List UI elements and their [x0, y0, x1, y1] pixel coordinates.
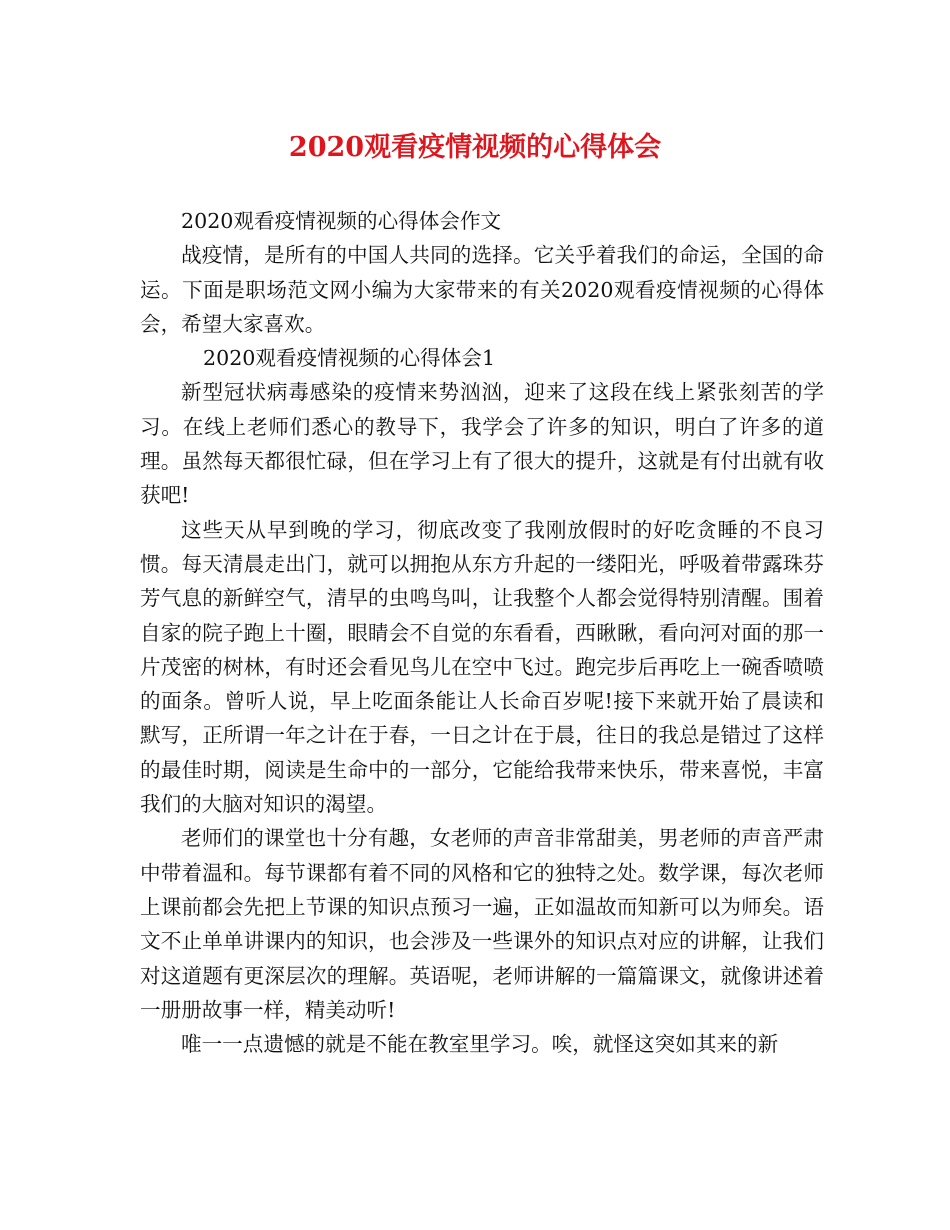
- paragraph-body-2: 这些天从早到晚的学习，彻底改变了我刚放假时的好吃贪睡的不良习惯。每天清晨走出门，就可以拥抱从东方升起的一缕阳光，呼吸着带露珠芬芳气息的新鲜空气，清早的虫鸣鸟叫，让我整个人都会觉得特别清醒。围着自家的院子跑上十圈，眼睛会不自觉的东看看，西瞅瞅，看向河对面的那一片茂密的树林，有时还会看见鸟儿在空中飞过。跑完步后再吃上一碗香喷喷的面条。曾听人说，早上吃面条能让人长命百岁呢!接下来就开始了晨读和默写，正所谓一年之计在于春，一日之计在于晨，往日的我总是错过了这样的最佳时期，阅读是生命中的一部分，它能给我带来快乐，带来喜悦，丰富我们的大脑对知识的渴望。: [140, 517, 824, 817]
- paragraph-body-3: 老师们的课堂也十分有趣，女老师的声音非常甜美，男老师的声音严肃中带着温和。每节课都有着不同的风格和它的独特之处。数学课，每次老师上课前都会先把上节课的知识点预习一遍，正如温故而知新可以为师矣。语文不止单单讲课内的知识，也会涉及一些课外的知识点对应的讲解，让我们对这道题有更深层次的理解。英语呢，老师讲解的一篇篇课文，就像讲述着一册册故事一样，精美动听!: [140, 826, 824, 1022]
- paragraph-essay-heading: 2020观看疫情视频的心得体会作文: [181, 209, 502, 233]
- document-title: 2020观看疫情视频的心得体会: [288, 132, 662, 163]
- document-body: [140, 204, 824, 1061]
- paragraph-body-1: 新型冠状病毒感染的疫情来势汹汹，迎来了这段在线上紧张刻苦的学习。在线上老师们悉心的教导下，我学会了许多的知识，明白了许多的道理。虽然每天都很忙碌，但在学习上有了很大的提升，这就是有付出就有收获吧!: [140, 380, 824, 508]
- paragraph-section-heading: 2020观看疫情视频的心得体会1: [203, 346, 496, 371]
- paragraph-intro: 战疫情，是所有的中国人共同的选择。它关乎着我们的命运，全国的命运。下面是职场范文网小编为大家带来的有关2020观看疫情视频的心得体会，希望大家喜欢。: [140, 243, 824, 336]
- paragraph-body-4: 唯一一点遗憾的就是不能在教室里学习。唉，就怪这突如其来的新: [181, 1032, 779, 1057]
